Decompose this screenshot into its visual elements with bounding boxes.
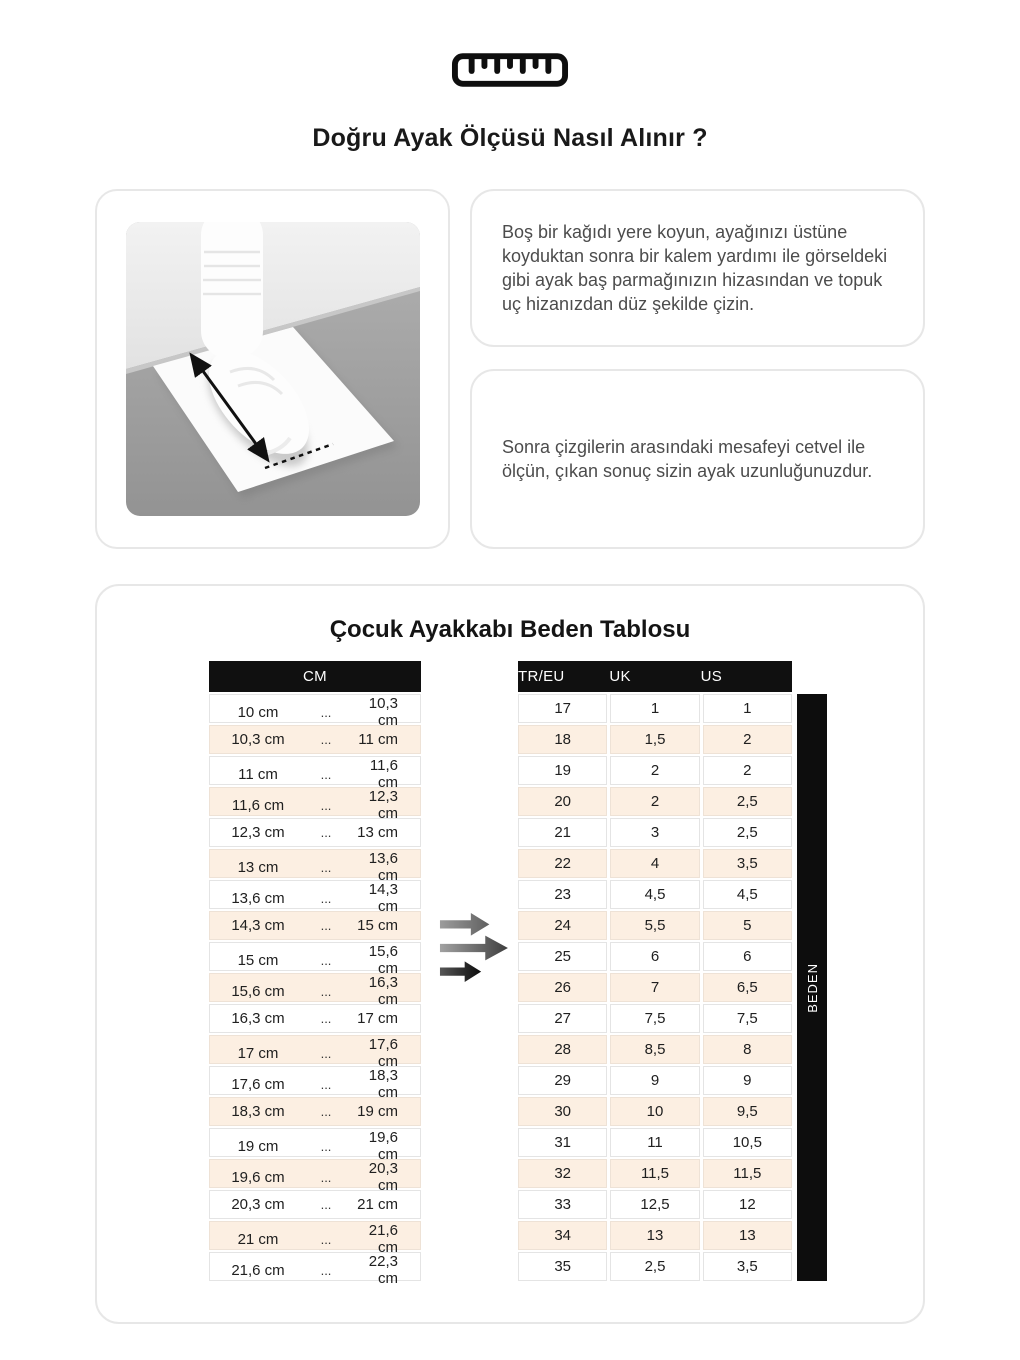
size-us: 2,5 bbox=[703, 787, 792, 816]
cm-table-row bbox=[209, 725, 421, 754]
size-tr-eu: 31 bbox=[518, 1128, 607, 1157]
cm-range-separator: ... bbox=[320, 1169, 332, 1185]
cm-range-from: 11,6 cm bbox=[231, 796, 285, 814]
cm-range-separator: ... bbox=[320, 1076, 332, 1092]
cm-range-from: 15,6 cm bbox=[231, 982, 285, 1000]
size-uk: 2,5 bbox=[610, 1252, 699, 1281]
size-us: 3,5 bbox=[703, 1252, 792, 1281]
intl-size-table-row bbox=[518, 756, 792, 785]
cm-range-to: 16,3 cm bbox=[368, 974, 398, 1008]
cm-range-to: 21,6 cm bbox=[368, 1222, 398, 1256]
cm-table-row bbox=[209, 1252, 421, 1287]
size-uk: 13 bbox=[610, 1221, 699, 1250]
cm-table-row bbox=[209, 1221, 421, 1256]
size-us: 2 bbox=[703, 756, 792, 785]
header-uk: UK bbox=[609, 668, 631, 685]
cm-range-from: 10,3 cm bbox=[231, 731, 285, 748]
cm-range-from: 13 cm bbox=[237, 858, 279, 876]
intl-size-table-row bbox=[518, 694, 792, 723]
cm-range-separator: ... bbox=[320, 766, 332, 782]
size-tr-eu: 29 bbox=[518, 1066, 607, 1095]
foot-measure-photo-card bbox=[95, 189, 450, 549]
cm-table-row bbox=[209, 1097, 421, 1126]
cm-range-to: 14,3 cm bbox=[368, 881, 398, 915]
intl-size-table bbox=[518, 661, 792, 1283]
howto-text-column bbox=[470, 189, 925, 549]
cm-range-separator: ... bbox=[320, 825, 332, 840]
intl-size-table-row bbox=[518, 1190, 792, 1219]
ruler-icon bbox=[0, 52, 1020, 88]
size-uk: 1,5 bbox=[610, 725, 699, 754]
cm-range-separator: ... bbox=[320, 1138, 332, 1154]
size-uk: 7 bbox=[610, 973, 699, 1002]
arrows-right-icon bbox=[437, 913, 515, 983]
size-tr-eu: 25 bbox=[518, 942, 607, 971]
intl-size-table-row bbox=[518, 1097, 792, 1126]
intl-size-table-row bbox=[518, 1066, 792, 1095]
size-uk: 1 bbox=[610, 694, 699, 723]
cm-range-separator: ... bbox=[320, 704, 332, 720]
cm-range-to: 13 cm bbox=[357, 824, 398, 841]
cm-range-separator: ... bbox=[320, 890, 332, 906]
cm-table-row bbox=[209, 1035, 421, 1070]
cm-range-from: 13,6 cm bbox=[231, 889, 285, 907]
cm-table-row bbox=[209, 942, 421, 977]
cm-range-to: 19,6 cm bbox=[368, 1129, 398, 1163]
cm-range-to: 15 cm bbox=[357, 917, 398, 934]
size-uk: 8,5 bbox=[610, 1035, 699, 1064]
intl-size-table-row bbox=[518, 849, 792, 878]
size-tr-eu: 17 bbox=[518, 694, 607, 723]
intl-size-table-row bbox=[518, 725, 792, 754]
cm-range-separator: ... bbox=[320, 952, 332, 968]
cm-range-to: 15,6 cm bbox=[368, 943, 398, 977]
intl-size-table-header bbox=[518, 661, 792, 692]
size-us: 2,5 bbox=[703, 818, 792, 847]
size-uk: 9 bbox=[610, 1066, 699, 1095]
cm-table-row bbox=[209, 1004, 421, 1033]
size-uk: 11,5 bbox=[610, 1159, 699, 1188]
size-tr-eu: 26 bbox=[518, 973, 607, 1002]
cm-range-separator: ... bbox=[320, 797, 332, 813]
size-us: 9,5 bbox=[703, 1097, 792, 1126]
cm-table-row bbox=[209, 694, 421, 729]
cm-range-from: 20,3 cm bbox=[231, 1196, 285, 1213]
intl-size-table-row bbox=[518, 1159, 792, 1188]
size-us: 11,5 bbox=[703, 1159, 792, 1188]
cm-range-from: 19,6 cm bbox=[231, 1168, 285, 1186]
foot-measure-photo bbox=[126, 222, 420, 516]
size-table-card bbox=[95, 584, 925, 1324]
size-uk: 11 bbox=[610, 1128, 699, 1157]
cm-table-row bbox=[209, 1159, 421, 1194]
size-tr-eu: 28 bbox=[518, 1035, 607, 1064]
howto-section bbox=[95, 189, 925, 549]
cm-range-to: 19 cm bbox=[357, 1103, 398, 1120]
beden-side-bar bbox=[797, 694, 827, 1281]
cm-range-to: 13,6 cm bbox=[368, 850, 398, 884]
intl-size-table-body bbox=[518, 694, 792, 1281]
instruction-step-1-text: Boş bir kağıdı yere koyun, ayağınızı üstüne koyduktan sonra bir kalem yardımı ile görseldeki gibi ayak baş parmağınızın hizasından ve topuk uç hizanızdan düz şekilde çizin. bbox=[502, 222, 888, 314]
size-us: 3,5 bbox=[703, 849, 792, 878]
size-uk: 2 bbox=[610, 756, 699, 785]
intl-size-table-row bbox=[518, 1128, 792, 1157]
cm-range-separator: ... bbox=[320, 732, 332, 747]
size-us: 6,5 bbox=[703, 973, 792, 1002]
cm-range-from: 19 cm bbox=[237, 1137, 279, 1155]
size-uk: 7,5 bbox=[610, 1004, 699, 1033]
size-uk: 10 bbox=[610, 1097, 699, 1126]
size-uk: 2 bbox=[610, 787, 699, 816]
size-us: 9 bbox=[703, 1066, 792, 1095]
cm-range-from: 16,3 cm bbox=[231, 1010, 285, 1027]
cm-range-to: 11,6 cm bbox=[369, 757, 398, 791]
size-tr-eu: 22 bbox=[518, 849, 607, 878]
size-us: 10,5 bbox=[703, 1128, 792, 1157]
size-tr-eu: 30 bbox=[518, 1097, 607, 1126]
intl-size-table-row bbox=[518, 1252, 792, 1281]
cm-range-separator: ... bbox=[320, 1197, 332, 1212]
cm-range-to: 12,3 cm bbox=[368, 788, 398, 822]
size-tr-eu: 19 bbox=[518, 756, 607, 785]
intl-size-table-row bbox=[518, 1221, 792, 1250]
cm-table-row bbox=[209, 911, 421, 940]
intl-size-table-row bbox=[518, 880, 792, 909]
cm-range-from: 21,6 cm bbox=[231, 1261, 285, 1279]
size-tr-eu: 20 bbox=[518, 787, 607, 816]
size-tr-eu: 33 bbox=[518, 1190, 607, 1219]
intl-size-table-row bbox=[518, 787, 792, 816]
size-table-title: Çocuk Ayakkabı Beden Tablosu bbox=[329, 616, 691, 643]
cm-range-from: 17 cm bbox=[237, 1044, 279, 1062]
instruction-step-1 bbox=[470, 189, 925, 347]
cm-range-to: 11 cm bbox=[358, 731, 398, 748]
size-us: 7,5 bbox=[703, 1004, 792, 1033]
cm-table-row bbox=[209, 849, 421, 884]
size-us: 5 bbox=[703, 911, 792, 940]
instruction-step-2 bbox=[470, 369, 925, 549]
cm-range-to: 20,3 cm bbox=[368, 1160, 398, 1194]
intl-size-table-row bbox=[518, 1004, 792, 1033]
size-tr-eu: 18 bbox=[518, 725, 607, 754]
cm-range-from: 17,6 cm bbox=[231, 1075, 285, 1093]
instruction-step-2-text: Sonra çizgilerin arasındaki mesafeyi cetvel ile ölçün, çıkan sonuç sizin ayak uzunluğunuzdur. bbox=[502, 437, 873, 481]
cm-range-separator: ... bbox=[320, 1231, 332, 1247]
size-tr-eu: 32 bbox=[518, 1159, 607, 1188]
cm-range-to: 22,3 cm bbox=[368, 1253, 398, 1287]
cm-table-row bbox=[209, 756, 421, 791]
cm-range-from: 15 cm bbox=[237, 951, 279, 969]
cm-table-row bbox=[209, 1066, 421, 1101]
intl-size-table-row bbox=[518, 1035, 792, 1064]
cm-table-row bbox=[209, 818, 421, 847]
cm-range-separator: ... bbox=[320, 859, 332, 875]
cm-range-separator: ... bbox=[320, 1011, 332, 1026]
size-tr-eu: 34 bbox=[518, 1221, 607, 1250]
cm-range-from: 18,3 cm bbox=[231, 1103, 285, 1120]
size-us: 2 bbox=[703, 725, 792, 754]
size-tables bbox=[209, 661, 827, 1287]
beden-side-label: BEDEN bbox=[804, 962, 820, 1013]
size-us: 13 bbox=[703, 1221, 792, 1250]
cm-range-from: 11 cm bbox=[238, 765, 278, 783]
cm-table bbox=[209, 661, 421, 1287]
size-us: 1 bbox=[703, 694, 792, 723]
intl-size-table-row bbox=[518, 818, 792, 847]
size-uk: 12,5 bbox=[610, 1190, 699, 1219]
cm-range-separator: ... bbox=[320, 1104, 332, 1119]
cm-range-to: 21 cm bbox=[357, 1196, 398, 1213]
cm-range-from: 10 cm bbox=[237, 703, 279, 721]
size-us: 4,5 bbox=[703, 880, 792, 909]
cm-range-to: 10,3 cm bbox=[368, 695, 398, 729]
size-uk: 6 bbox=[610, 942, 699, 971]
cm-range-from: 21 cm bbox=[237, 1230, 279, 1248]
cm-table-row bbox=[209, 787, 421, 822]
size-us: 6 bbox=[703, 942, 792, 971]
cm-table-row bbox=[209, 880, 421, 915]
size-uk: 4 bbox=[610, 849, 699, 878]
cm-range-from: 14,3 cm bbox=[231, 917, 285, 934]
cm-range-to: 17,6 cm bbox=[368, 1036, 398, 1070]
cm-range-to: 18,3 cm bbox=[368, 1067, 398, 1101]
intl-size-table-row bbox=[518, 973, 792, 1002]
cm-table-row bbox=[209, 1128, 421, 1163]
header-us: US bbox=[700, 668, 723, 685]
header-tr-eu: TR/EU bbox=[518, 668, 565, 685]
cm-range-separator: ... bbox=[320, 1045, 332, 1061]
cm-range-from: 12,3 cm bbox=[231, 824, 285, 841]
page-title: Doğru Ayak Ölçüsü Nasıl Alınır ? bbox=[312, 124, 708, 152]
size-tr-eu: 23 bbox=[518, 880, 607, 909]
size-tr-eu: 24 bbox=[518, 911, 607, 940]
cm-range-separator: ... bbox=[320, 918, 332, 933]
cm-range-to: 17 cm bbox=[357, 1010, 398, 1027]
cm-table-row bbox=[209, 973, 421, 1008]
size-uk: 5,5 bbox=[610, 911, 699, 940]
page-header bbox=[0, 0, 1020, 153]
size-uk: 4,5 bbox=[610, 880, 699, 909]
size-tr-eu: 27 bbox=[518, 1004, 607, 1033]
cm-table-row bbox=[209, 1190, 421, 1219]
intl-size-table-row bbox=[518, 911, 792, 940]
size-us: 8 bbox=[703, 1035, 792, 1064]
intl-size-table-row bbox=[518, 942, 792, 971]
size-tr-eu: 21 bbox=[518, 818, 607, 847]
size-tr-eu: 35 bbox=[518, 1252, 607, 1281]
size-uk: 3 bbox=[610, 818, 699, 847]
size-us: 12 bbox=[703, 1190, 792, 1219]
cm-table-header: CM bbox=[209, 661, 421, 692]
cm-table-body bbox=[209, 694, 421, 1287]
cm-range-separator: ... bbox=[320, 1262, 332, 1278]
cm-range-separator: ... bbox=[320, 983, 332, 999]
